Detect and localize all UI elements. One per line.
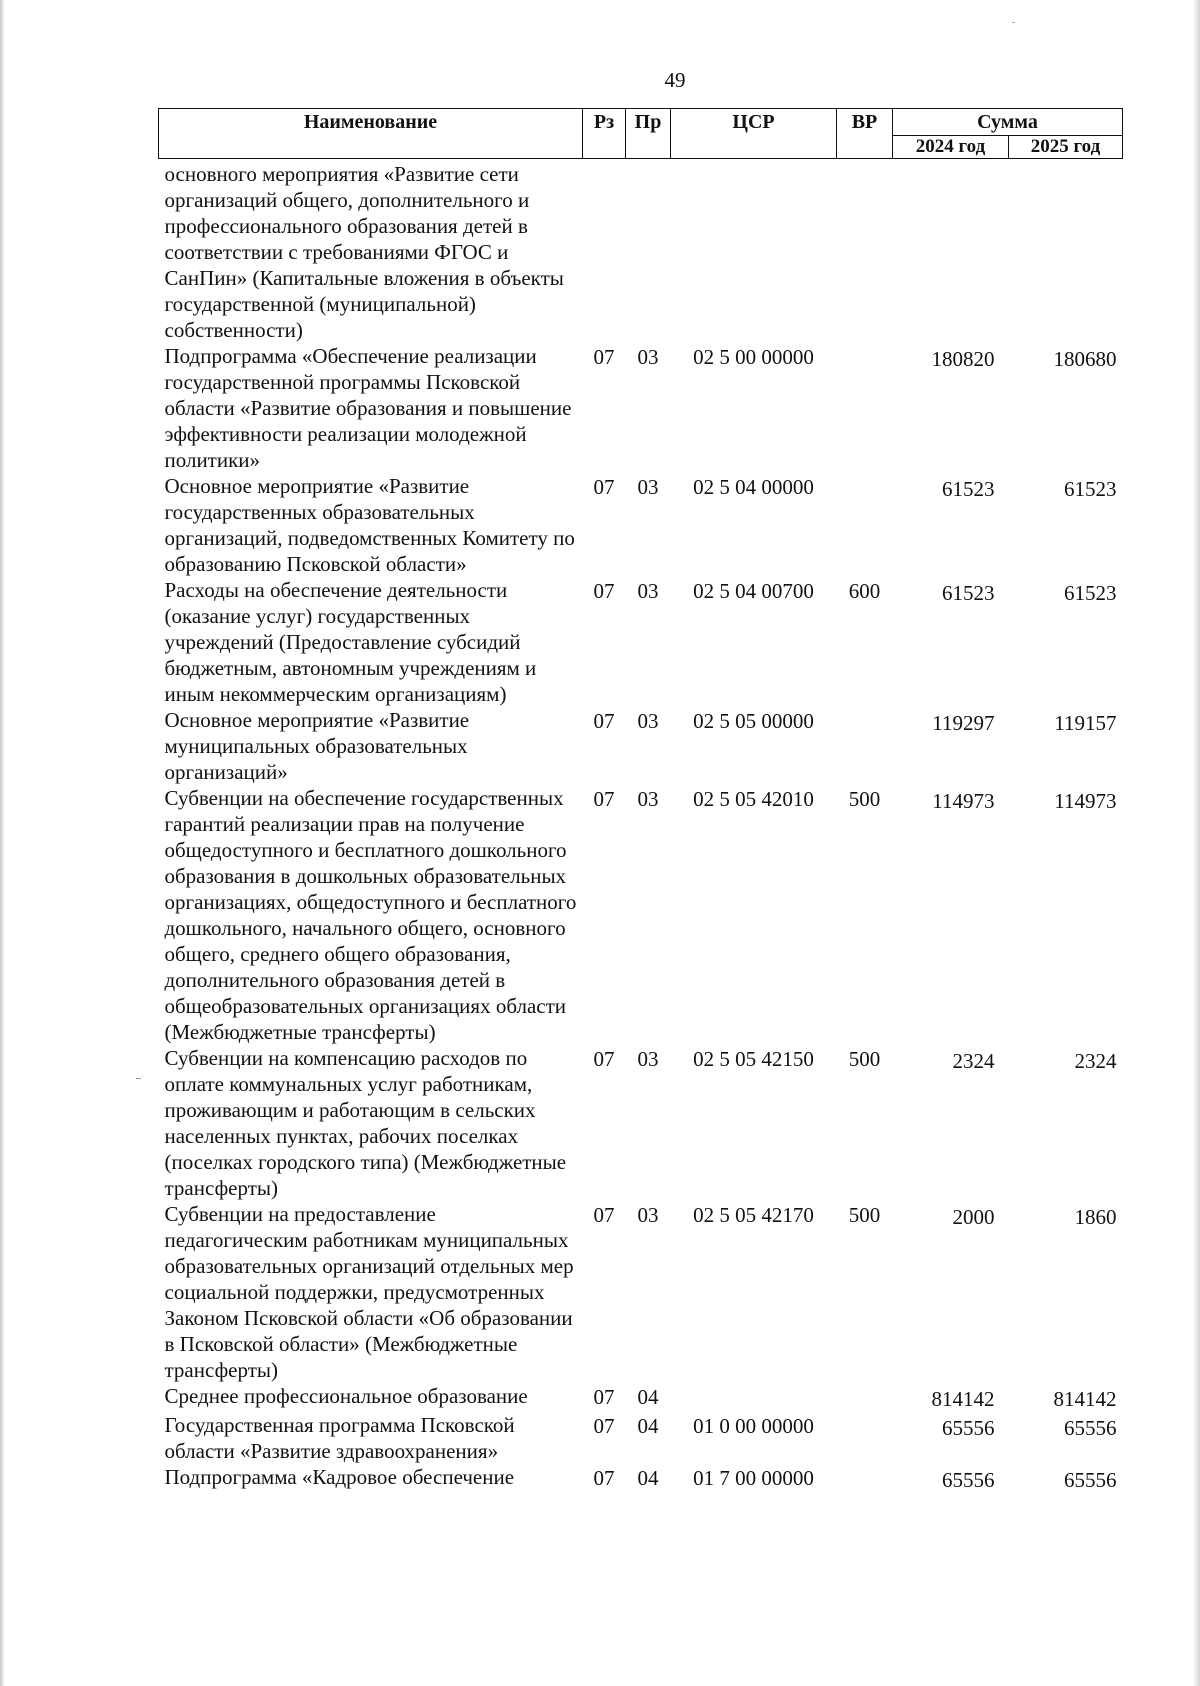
table-row [159,159,1123,344]
row-rz: 07 [593,475,615,499]
row-name: Расходы на обеспечение деятельности (оказание услуг) государственных учреждений (Предоставление субсидий бюджетным, автономным учреждениям и иным некоммерческим организациям) [164,578,537,706]
row-pr: 03 [637,787,659,811]
row-csr: 02 5 04 00700 [693,579,814,603]
row-vr [837,159,893,344]
table-row [159,1201,1123,1383]
row-sum-2024: 2000 [952,1205,995,1229]
header-rz: Рз [583,109,626,159]
row-sum-2025: 2324 [1074,1049,1117,1073]
row-sum-2024: 180820 [931,347,995,371]
row-rz: 07 [593,1466,615,1490]
row-sum-2025: 61523 [1064,581,1117,605]
scan-edge-right [1194,0,1200,1686]
row-rz: 07 [593,709,615,733]
table-row [159,473,1123,577]
row-pr: 03 [637,1047,659,1071]
row-rz: 07 [593,579,615,603]
row-vr [837,343,893,473]
row-sum-2025: 119157 [1054,711,1117,735]
row-vr [837,1412,893,1464]
row-rz: 07 [593,1203,615,1227]
row-pr: 03 [637,579,659,603]
row-name: Среднее профессиональное образование [164,1384,528,1408]
row-sum-2025: 65556 [1064,1416,1117,1440]
row-rz: 07 [593,1385,615,1409]
table-row [159,577,1123,707]
row-sum-2024: 65556 [942,1468,995,1492]
row-csr: 02 5 05 00000 [693,709,814,733]
row-pr: 03 [637,1203,659,1227]
table-row [159,343,1123,473]
row-name: Основное мероприятие «Развитие государственных образовательных организаций, подведомственных Комитету по образованию Псковской области» [164,474,575,576]
table-row [159,1045,1123,1201]
row-sum-2025: 61523 [1064,477,1117,501]
row-vr [837,1383,893,1412]
row-csr: 02 5 05 42150 [693,1047,814,1071]
budget-table [158,108,1123,1493]
row-vr: 500 [848,787,881,811]
row-vr: 600 [848,579,881,603]
row-pr: 04 [637,1385,659,1409]
row-name: основного мероприятия «Развитие сети организаций общего, дополнительного и профессионального образования детей в соответствии с требованиями ФГОС и СанПин» (Капитальные вложения в объекты государственной (муниципальной) собственности) [164,162,564,342]
row-sum-2024: 114973 [932,789,995,813]
row-sum-2024 [893,159,1009,344]
header-year-2025: 2025 год [1009,136,1123,159]
row-sum-2024: 65556 [942,1416,995,1440]
row-rz: 07 [593,787,615,811]
row-csr: 01 0 00 00000 [693,1414,814,1438]
row-name: Государственная программа Псковской области «Развитие здравоохранения» [164,1413,515,1463]
row-name: Субвенции на обеспечение государственных гарантий реализации прав на получение общедоступного и бесплатного дошкольного образования в дошкольных образовательных организациях, общедоступного и бесплатного дошкольного, начального общего, основного общего, среднего общего образования, дополнительного образования детей в общеобразовательных организациях области (Межбюджетные трансферты) [164,786,577,1044]
row-name: Подпрограмма «Кадровое обеспечение [164,1465,515,1489]
row-csr: 01 7 00 00000 [693,1466,814,1490]
scan-artifact [1012,22,1015,23]
row-name: Подпрограмма «Обеспечение реализации государственной программы Псковской области «Развитие образования и повышение эффективности реализации молодежной политики» [164,344,572,472]
row-pr: 04 [637,1466,659,1490]
row-sum-2025: 180680 [1053,347,1117,371]
scan-edge-left [0,0,4,1686]
row-vr [837,1464,893,1493]
row-vr: 500 [848,1203,881,1227]
page-number: 49 [664,68,686,92]
row-sum-2024: 61523 [942,581,995,605]
row-rz [583,159,626,344]
table-row [159,1412,1123,1464]
row-pr: 03 [637,709,659,733]
table-row [159,707,1123,785]
header-name: Наименование [159,109,583,159]
table-row [159,785,1123,1045]
header-sum: Сумма [893,109,1123,136]
row-sum-2025 [1009,159,1123,344]
header-csr: ЦСР [671,109,837,159]
row-sum-2025: 65556 [1064,1468,1117,1492]
row-csr: 02 5 04 00000 [693,475,814,499]
row-pr: 03 [637,475,659,499]
header-vr: ВР [837,109,893,159]
row-sum-2025: 1860 [1074,1205,1117,1229]
row-sum-2024: 814142 [931,1387,995,1411]
row-sum-2024: 2324 [952,1049,995,1073]
table-row [159,1464,1123,1493]
row-vr: 500 [848,1047,881,1071]
row-name: Субвенции на предоставление педагогическим работникам муниципальных образовательных организаций отдельных мер социальной поддержки, предусмотренных Законом Псковской области «Об образовании в Псковской области» (Межбюджетные трансферты) [164,1202,574,1382]
table-body [159,159,1123,1494]
scan-artifact [136,1078,141,1079]
row-csr: 02 5 00 00000 [693,345,814,369]
row-csr: 02 5 05 42170 [693,1203,814,1227]
row-rz: 07 [593,345,615,369]
row-pr: 04 [637,1414,659,1438]
row-pr: 03 [637,345,659,369]
row-name: Субвенции на компенсацию расходов по оплате коммунальных услуг работникам, проживающим и работающим в сельских населенных пунктах, рабочих поселках (поселках городского типа) (Межбюджетные трансферты) [164,1046,567,1200]
row-sum-2025: 114973 [1054,789,1117,813]
row-sum-2025: 814142 [1053,1387,1117,1411]
row-rz: 07 [593,1047,615,1071]
header-pr: Пр [626,109,671,159]
table-row [159,1383,1123,1412]
row-vr [837,473,893,577]
row-vr [837,707,893,785]
row-name: Основное мероприятие «Развитие муниципальных образовательных организаций» [164,708,470,784]
row-sum-2024: 119297 [932,711,995,735]
row-sum-2024: 61523 [942,477,995,501]
row-rz: 07 [593,1414,615,1438]
row-csr [671,1383,837,1412]
row-csr: 02 5 05 42010 [693,787,814,811]
row-csr [671,159,837,344]
table-header [159,109,1123,159]
header-year-2024: 2024 год [893,136,1009,159]
row-pr [626,159,671,344]
